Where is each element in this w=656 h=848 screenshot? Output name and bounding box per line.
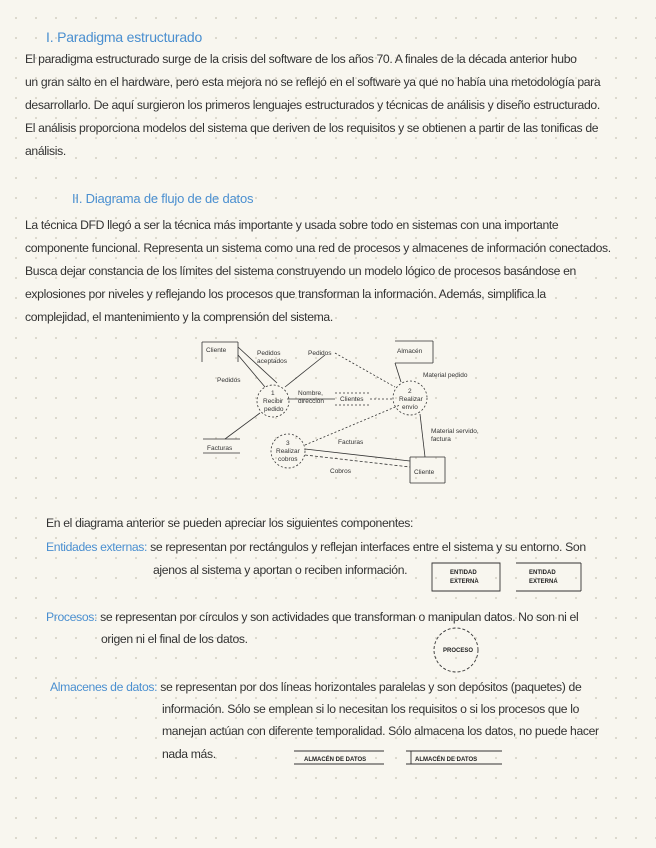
external-box-2-line-2: EXTERNA [529,579,558,585]
section-1-line: un gran salto en el hardware, pero esta mejora no se reflejó en el software ya que no había una metodología para [25,75,601,89]
section-1-line: El paradigma estructurado surge de la crisis del software de los años 70. A finales de la década anterior hubo [25,52,577,66]
component-processes [46,606,578,629]
processes-label: Procesos: [46,610,98,624]
p2-label-a: Realizar [399,396,423,403]
label-pedidos-ok-1: Pedidos [257,350,281,357]
component-data-stores [50,676,581,699]
label-nombre-1: Nombre, [298,390,323,397]
p1-label-b: pedido [264,406,284,413]
label-cobros: Cobros [330,468,351,475]
external-box-1-line-2: EXTERNA [450,579,479,585]
processes-text-1: se representan por círculos y son actividades que transforman o manipulan datos. No son ni el [97,610,579,624]
label-facturas-flow: Facturas [338,439,364,446]
process-example-label: PROCESO [443,648,474,654]
p3-label-b: cobros [278,456,298,463]
section-2-line: componente funcional. Representa un sistema como una red de procesos y almacenes de información conectados. [25,241,611,255]
section-1-line: análisis. [25,144,66,158]
data-stores-text-4: nada más. [162,747,216,761]
data-store-examples [292,748,512,768]
external-entities-text-2: ajenos al sistema y aportan o reciben información. [153,563,408,577]
external-entities-text-1: se representan por rectángulos y reflejan interfaces entre el sistema y su entorno. Son [147,540,586,554]
section-1-heading: I. Paradigma estructurado [46,29,203,45]
p1-label-a: Recibir [263,398,284,405]
component-external-entities [46,536,586,559]
label-facturas-entity: Facturas [207,445,233,452]
external-box-1-line-1: ENTIDAD [450,570,477,576]
label-material-servido-2: factura [431,436,451,443]
section-2-paragraph [25,214,611,329]
p2-number: 2 [408,388,412,395]
flow-almacen-p2 [395,363,401,382]
label-pedidos-ok-2: aceptados [257,358,287,365]
label-material-servido-1: Material servido, [431,428,479,435]
p3-label-a: Realizar [276,448,300,455]
data-store-box-1-label: ALMACÉN DE DATOS [304,757,367,763]
dfd-diagram [195,335,495,495]
label-cliente-bottom: Cliente [414,469,435,476]
section-2-line: La técnica DFD llegó a ser la técnica más importante y usada sobre todo en sistemas con una importante [25,218,559,232]
section-2-line: complejidad, el mantenimiento y la comprensión del sistema. [25,310,333,324]
external-box-2-line-1: ENTIDAD [529,570,556,576]
section-2-line: explosiones por niveles y reflejando los procesos que transforman la información. Además, simplifica la [25,287,546,301]
section-2-line: Busca dejar constancia de los límites del sistema construyendo un modelo lógico de procesos basándose en [25,264,576,278]
data-stores-text-3: manejan actúan con diferente temporalidad. Sólo almacena los datos, no puede hacer [162,724,599,738]
process-example [428,625,488,677]
data-store-box-2-label: ALMACÉN DE DATOS [415,757,478,763]
flow-pedidos-to-p2 [335,353,395,387]
section-1-paragraph [25,48,600,163]
label-cliente-top: Cliente [206,347,227,354]
flow-pedidos-mid [285,355,325,387]
external-entity-examples [428,560,588,594]
section-1-line: El análisis proporciona modelos del sistema que deriven de los requisitos y se obtienen a partir de las tonificas de [25,121,599,135]
section-2-heading: II. Diagrama de flujo de de datos [72,191,254,206]
flow-cobros [305,455,410,467]
data-stores-text-1: se representan por dos líneas horizontales paralelas y son depósitos (paquetes) de [157,680,582,694]
flow-facturas [225,413,260,439]
external-entity-box-2 [516,563,581,591]
external-entity-box-1 [432,563,500,591]
processes-text-2: origen ni el final de los datos. [101,632,248,646]
label-almacen: Almacén [397,348,423,355]
label-nombre-2: dirección [298,398,325,405]
label-pedidos-mid: Pedidos [308,350,332,357]
external-entities-label: Entidades externas: [46,540,148,554]
label-material-pedido: Material pedido [423,372,468,379]
label-pedidos-left: Pedidos [217,377,241,384]
section-1-line: desarrollarlo. De aquí surgieron los primeros lenguajes estructurados y técnicas de análisis y diseño estructurado. [25,98,600,112]
data-stores-text-2: información. Sólo se emplean si lo necesitan los requisitos o si los procesos que lo [162,702,580,716]
data-stores-label: Almacenes de datos: [50,680,158,694]
label-clientes-store: Clientes [340,396,364,403]
p2-label-b: envío [402,404,418,411]
flow-facturas-bottom [305,449,410,461]
components-intro: En el diagrama anterior se pueden apreciar los siguientes componentes: [46,516,414,530]
p1-number: 1 [271,390,275,397]
p3-number: 3 [286,440,290,447]
flow-material-servido [420,414,425,457]
